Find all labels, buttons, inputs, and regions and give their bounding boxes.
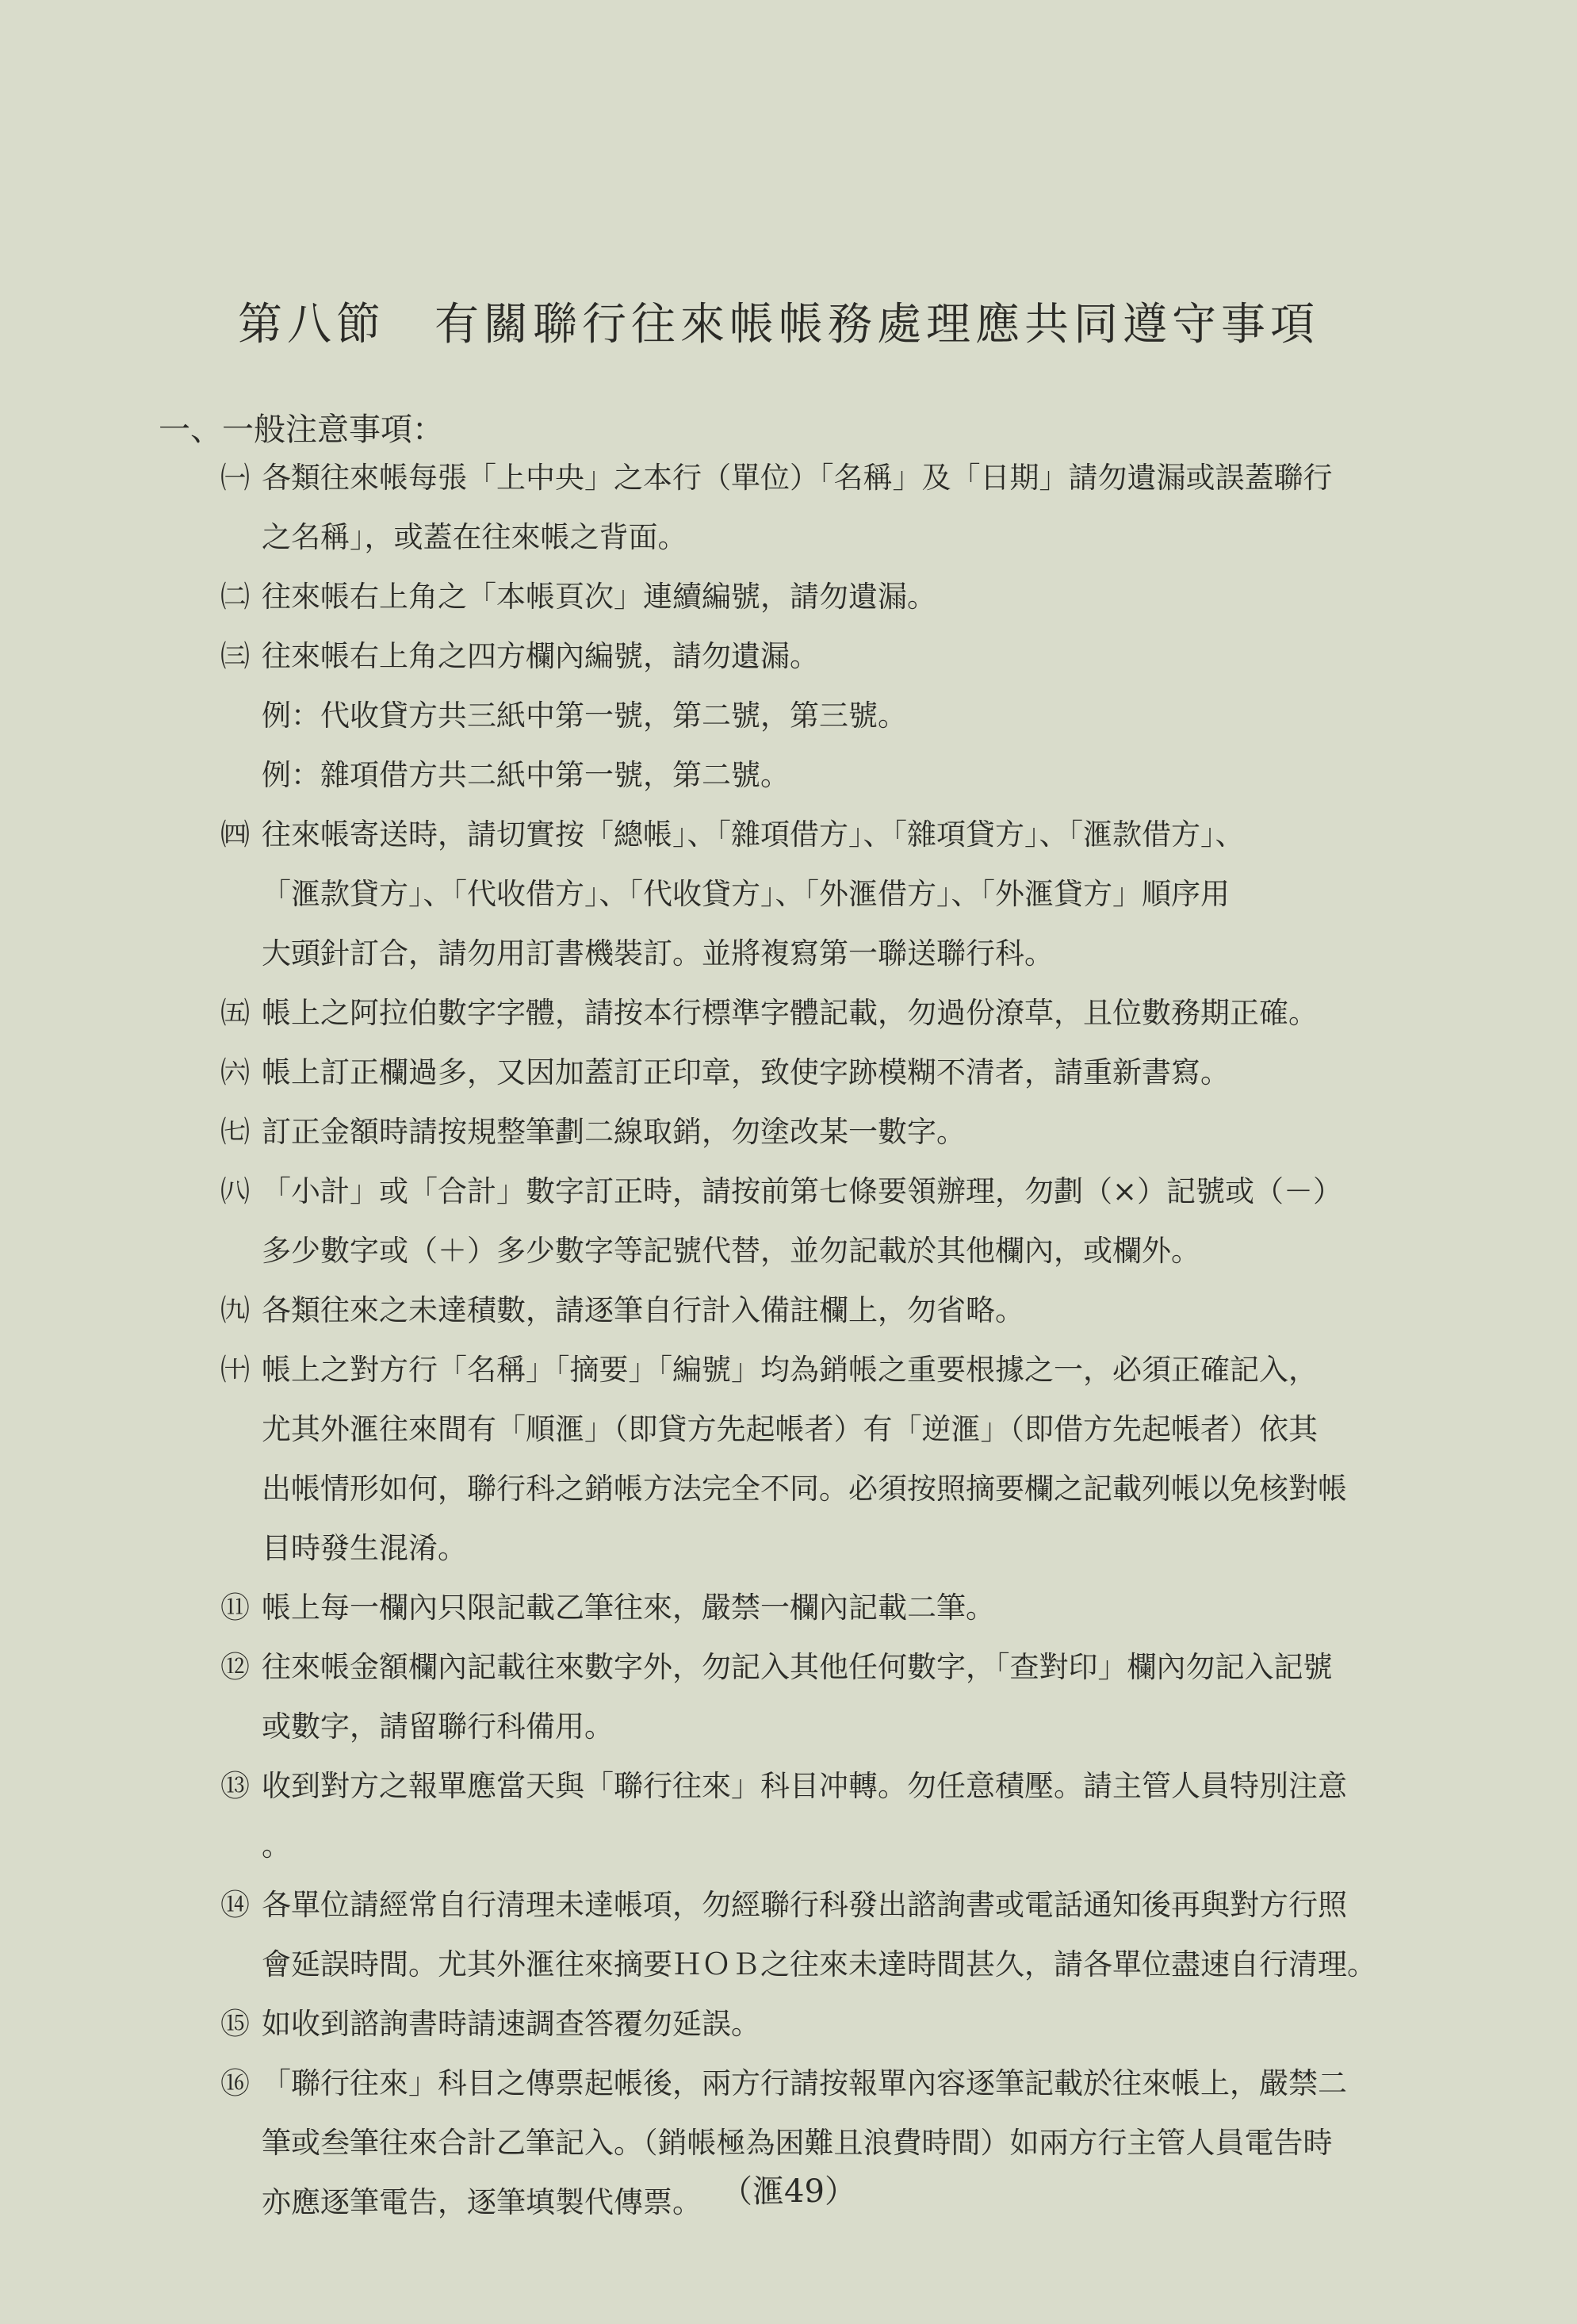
item-number: ㈧ bbox=[220, 1174, 250, 1208]
text-line: 亦應逐筆電告，逐筆填製代傳票。 bbox=[262, 2185, 702, 2219]
text-line: 各單位請經常自行清理未達帳項，勿經聯行科發出諮詢書或電話通知後再與對方行照 bbox=[262, 1888, 1347, 1922]
item-number: ㈠ bbox=[220, 461, 250, 495]
text-line: 如收到諮詢書時請速調查答覆勿延誤。 bbox=[262, 2007, 760, 2041]
item-list bbox=[220, 448, 1473, 2232]
page-title: 第八節 有關聯行往來帳帳務處理應共同遵守事項 bbox=[238, 299, 1319, 350]
item-number bbox=[220, 686, 262, 745]
item-number: ㈥ bbox=[220, 1055, 250, 1089]
text-line: 往來帳右上角之四方欄內編號，請勿遺漏。 bbox=[262, 639, 819, 673]
item-text bbox=[262, 805, 1473, 983]
list-item bbox=[220, 1994, 1473, 2054]
text-line: 各類往來之未達積數，請逐筆自行計入備註欄上，勿省略。 bbox=[262, 1293, 1024, 1327]
item-text bbox=[262, 686, 1473, 745]
text-line: 目時發生混淆。 bbox=[262, 1531, 467, 1565]
item-number: ㈢ bbox=[220, 639, 250, 673]
item-number: ㈡ bbox=[220, 580, 250, 614]
list-item bbox=[220, 567, 1473, 626]
item-number: ⑯ bbox=[220, 2066, 250, 2100]
text-line: 出帳情形如何，聯行科之銷帳方法完全不同。必須按照摘要欄之記載列帳以免核對帳 bbox=[262, 1472, 1347, 1506]
example-line bbox=[220, 745, 1473, 805]
text-line: 或數字，請留聯行科備用。 bbox=[262, 1709, 614, 1744]
item-number: ⑬ bbox=[220, 1769, 250, 1803]
text-line: 往來帳寄送時，請切實按「總帳」、「雜項借方」、「雜項貸方」、「滙款借方」、 bbox=[262, 817, 1245, 852]
item-text bbox=[262, 1281, 1473, 1340]
list-item bbox=[220, 1578, 1473, 1637]
text-line: 往來帳右上角之「本帳頁次」連續編號，請勿遺漏。 bbox=[262, 580, 936, 614]
text-line: 帳上之阿拉伯數字字體，請按本行標準字體記載，勿過份潦草，且位數務期正確。 bbox=[262, 996, 1318, 1030]
text-line: 尤其外滙往來間有「順滙」（即貸方先起帳者）有「逆滙」（即借方先起帳者）依其 bbox=[262, 1412, 1318, 1446]
text-line: 例：雜項借方共二紙中第一號，第二號。 bbox=[262, 758, 790, 792]
list-item bbox=[220, 805, 1473, 983]
list-item bbox=[220, 983, 1473, 1043]
list-item bbox=[220, 1756, 1473, 1875]
list-item bbox=[220, 1043, 1473, 1102]
text-line: 。 bbox=[262, 1828, 291, 1863]
section-heading: 一、一般注意事項： bbox=[159, 412, 444, 448]
item-number: ⑭ bbox=[220, 1888, 250, 1922]
item-text bbox=[262, 1875, 1473, 1994]
text-line: 多少數字或（＋）多少數字等記號代替，並勿記載於其他欄內，或欄外。 bbox=[262, 1234, 1200, 1268]
item-number: ⑫ bbox=[220, 1650, 250, 1684]
list-item bbox=[220, 1637, 1473, 1756]
text-line: 例：代收貸方共三紙中第一號，第二號，第三號。 bbox=[262, 699, 907, 733]
example-line bbox=[220, 686, 1473, 745]
text-line: 各類往來帳每張「上中央」之本行（單位）「名稱」及「日期」請勿遺漏或誤蓋聯行 bbox=[262, 461, 1333, 495]
text-line: 帳上每一欄內只限記載乙筆往來，嚴禁一欄內記載二筆。 bbox=[262, 1591, 995, 1625]
item-number: ⑪ bbox=[220, 1591, 250, 1625]
item-number: ㈨ bbox=[220, 1293, 250, 1327]
item-text bbox=[262, 1102, 1473, 1162]
text-line: 「聯行往來」科目之傳票起帳後，兩方行請按報單內容逐筆記載於往來帳上，嚴禁二 bbox=[262, 2066, 1347, 2100]
item-text bbox=[262, 448, 1473, 567]
item-number: ㈤ bbox=[220, 996, 250, 1030]
item-text bbox=[262, 1162, 1473, 1281]
item-text bbox=[262, 1043, 1473, 1102]
item-text bbox=[262, 626, 1473, 686]
list-item bbox=[220, 448, 1473, 567]
item-number bbox=[220, 745, 262, 805]
item-text bbox=[262, 1578, 1473, 1637]
list-item bbox=[220, 1875, 1473, 1994]
item-number: ㈩ bbox=[220, 1353, 250, 1387]
text-line: 筆或叁筆往來合計乙筆記入。（銷帳極為困難且浪費時間）如兩方行主管人員電告時 bbox=[262, 2126, 1333, 2160]
item-text bbox=[262, 1340, 1473, 1578]
text-line: 帳上訂正欄過多，又因加蓋訂正印章，致使字跡模糊不清者，請重新書寫。 bbox=[262, 1055, 1230, 1089]
text-line: 「小計」或「合計」數字訂正時，請按前第七條要領辦理，勿劃（×）記號或（－） bbox=[262, 1174, 1342, 1208]
item-text bbox=[262, 567, 1473, 626]
text-line: 往來帳金額欄內記載往來數字外，勿記入其他任何數字，「查對印」欄內勿記入記號 bbox=[262, 1650, 1333, 1684]
list-item bbox=[220, 1340, 1473, 1578]
item-number: ㈦ bbox=[220, 1115, 250, 1149]
text-line: 大頭針訂合，請勿用訂書機裝訂。並將複寫第一聯送聯行科。 bbox=[262, 936, 1054, 971]
text-line: 帳上之對方行「名稱」「摘要」「編號」均為銷帳之重要根據之一，必須正確記入， bbox=[262, 1353, 1318, 1387]
item-text bbox=[262, 983, 1473, 1043]
item-text bbox=[262, 1756, 1473, 1875]
item-text bbox=[262, 745, 1473, 805]
text-line: 之名稱」，或蓋在往來帳之背面。 bbox=[262, 520, 687, 554]
text-line: 會延誤時間。尤其外滙往來摘要ＨＯＢ之往來未達時間甚久，請各單位盡速自行清理。 bbox=[262, 1947, 1376, 1981]
item-number: ㈣ bbox=[220, 817, 250, 852]
text-line: 收到對方之報單應當天與「聯行往來」科目冲轉。勿任意積壓。請主管人員特別注意 bbox=[262, 1769, 1347, 1803]
list-item bbox=[220, 626, 1473, 686]
list-item bbox=[220, 1281, 1473, 1340]
item-text bbox=[262, 1637, 1473, 1756]
text-line: 「滙款貸方」、「代收借方」、「代收貸方」、「外滙借方」、「外滙貸方」順序用 bbox=[262, 877, 1230, 911]
list-item bbox=[220, 1162, 1473, 1281]
text-line: 訂正金額時請按規整筆劃二線取銷，勿塗改某一數字。 bbox=[262, 1115, 966, 1149]
item-text bbox=[262, 1994, 1473, 2054]
item-number: ⑮ bbox=[220, 2007, 250, 2041]
page-number: （滙49） bbox=[721, 2173, 856, 2210]
list-item bbox=[220, 1102, 1473, 1162]
